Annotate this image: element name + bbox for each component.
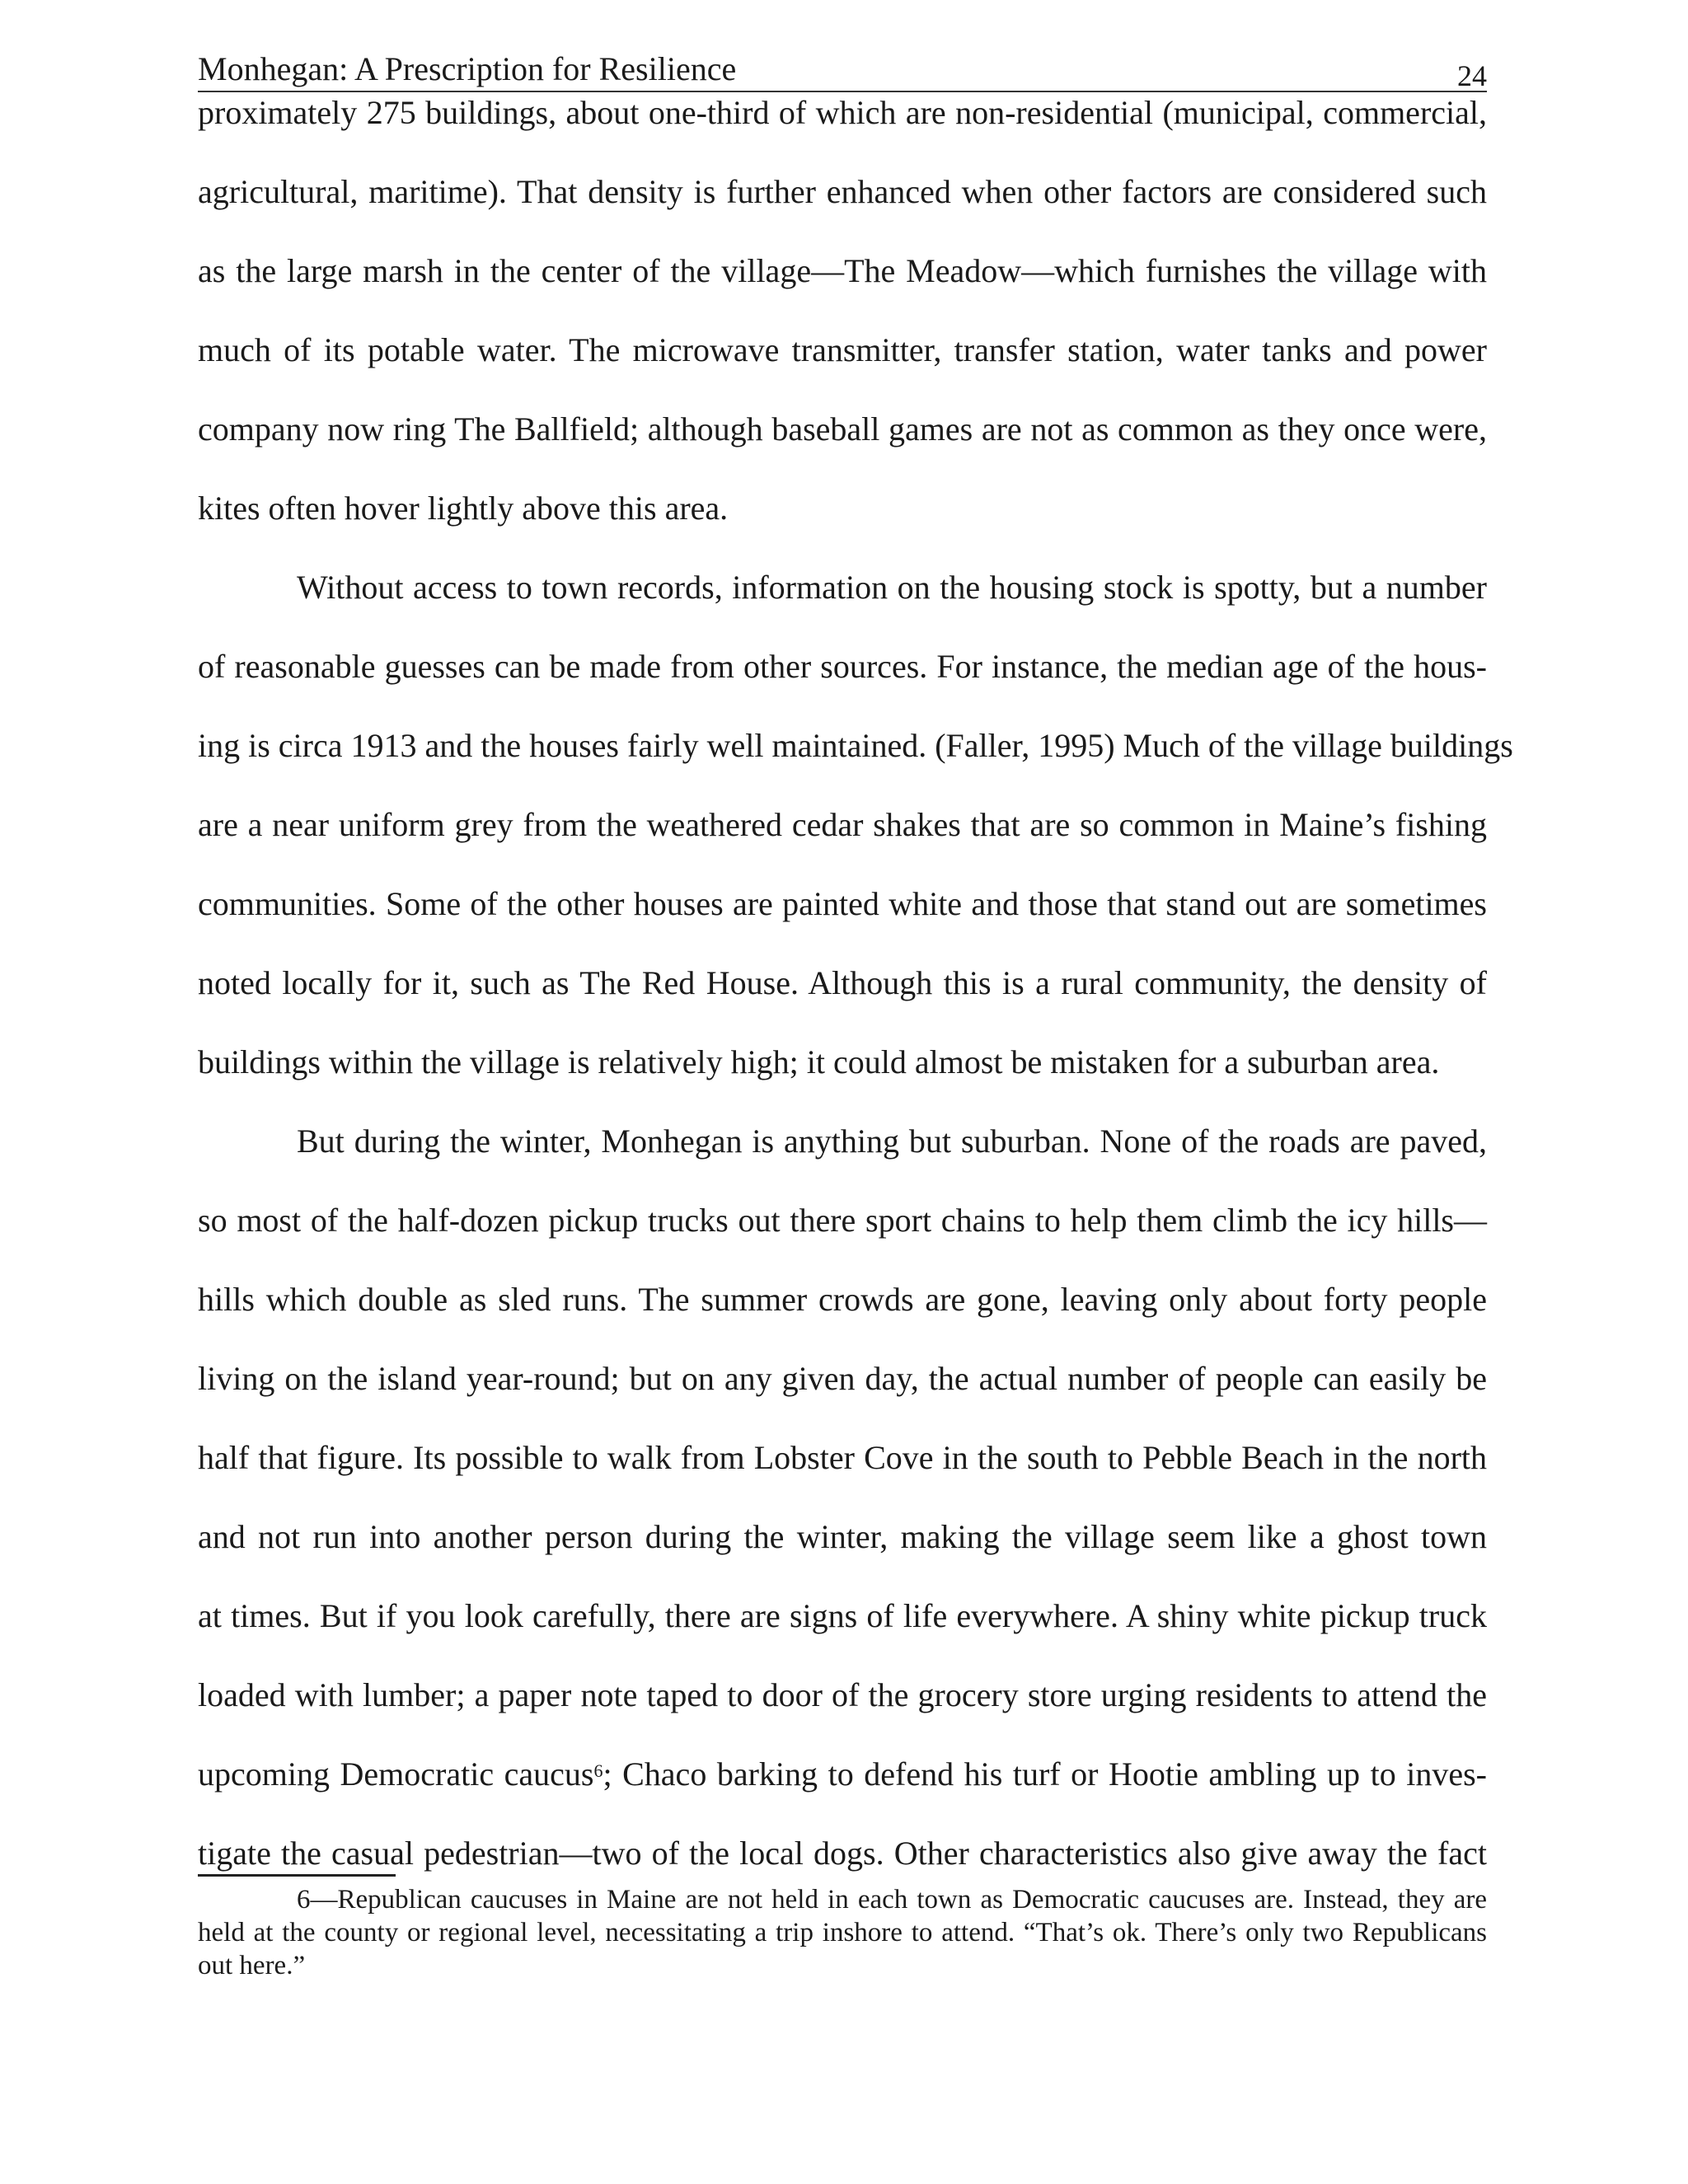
text-line: half that figure. Its possible to walk from Lobster Cove in the south to Pebble Beach in the north [198,1439,1487,1476]
text-line: communities. Some of the other houses are painted white and those that stand out are sometimes [198,885,1487,922]
text-line [198,1750,1487,1830]
paragraph-start: Without access to town records, information on the housing stock is spotty, but a number [297,569,1487,606]
text-line: of reasonable guesses can be made from other sources. For instance, the median age of the hous- [198,648,1487,685]
footnote [198,1883,1487,1982]
text-line: living on the island year-round; but on any given day, the actual number of people can easily be [198,1360,1487,1397]
text-line: as the large marsh in the center of the village—The Meadow—which furnishes the village with [198,252,1487,289]
footnote-line: held at the county or regional level, necessitating a trip inshore to attend. “That’s ok. There’s only two Republicans [198,1918,1487,1947]
text-line: and not run into another person during the winter, making the village seem like a ghost town [198,1518,1487,1555]
text-line: at times. But if you look carefully, there are signs of life everywhere. A shiny white pickup truck [198,1597,1487,1634]
text-line: so most of the half-dozen pickup trucks out there sport chains to help them climb the icy hills— [198,1202,1487,1239]
running-title: Monhegan: A Prescription for Resilience [198,50,737,87]
text-line: ing is circa 1913 and the houses fairly well maintained. (Faller, 1995) Much of the village buildings [198,727,1513,764]
text-line: are a near uniform grey from the weathered cedar shakes that are so common in Maine’s fishing [198,806,1487,843]
footnote-line: 6—Republican caucuses in Maine are not held in each town as Democratic caucuses are. Instead, they are [297,1885,1487,1915]
paragraph-start: But during the winter, Monhegan is anything but suburban. None of the roads are paved, [297,1122,1487,1160]
text-line: kites often hover lightly above this area. [198,490,729,527]
footnote-line: out here.” [198,1951,306,1980]
text-line: proximately 275 buildings, about one-third of which are non-residential (municipal, commercial, [198,94,1487,131]
text-line: much of its potable water. The microwave transmitter, transfer station, water tanks and power [198,331,1487,368]
footnote-marker[interactable]: 6 [593,1760,603,1781]
text-fragment: ; Chaco barking to defend his turf or Hootie ambling up to inves- [603,1755,1488,1793]
text-line: buildings within the village is relatively high; it could almost be mistaken for a suburban area. [198,1043,1440,1080]
text-line: company now ring The Ballfield; although baseball games are not as common as they once were, [198,410,1487,448]
text-line: loaded with lumber; a paper note taped to door of the grocery store urging residents to attend the [198,1676,1487,1713]
footnote-divider [198,1874,396,1877]
body-text [198,89,1513,1877]
text-fragment: upcoming Democratic caucus [198,1755,594,1793]
text-line: hills which double as sled runs. The summer crowds are gone, leaving only about forty people [198,1281,1487,1318]
running-header [198,48,1487,92]
text-line: noted locally for it, such as The Red House. Although this is a rural community, the density of [198,964,1487,1001]
page-number: 24 [1457,59,1487,92]
text-line: agricultural, maritime). That density is further enhanced when other factors are considered such [198,173,1487,210]
text-line: tigate the casual pedestrian—two of the local dogs. Other characteristics also give away the fact [198,1835,1487,1872]
